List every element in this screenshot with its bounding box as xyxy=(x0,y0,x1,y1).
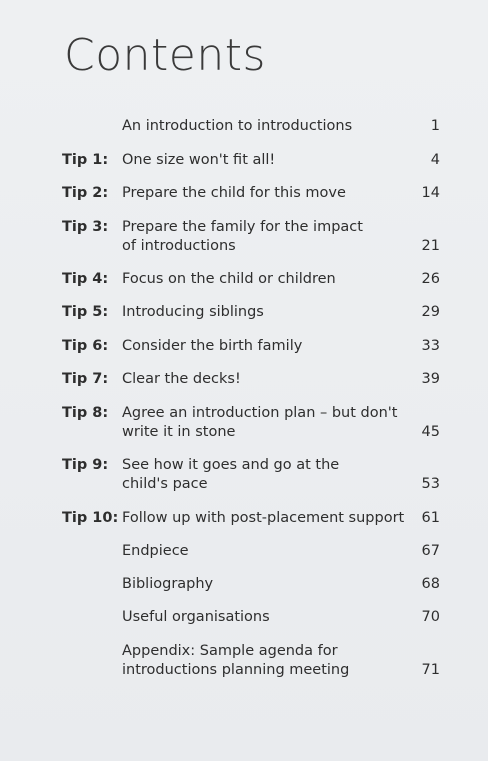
toc-entry xyxy=(0,404,488,442)
tip-label: Tip 3: xyxy=(62,219,109,235)
tip-label: Tip 5: xyxy=(62,304,109,320)
page-number: 4 xyxy=(430,152,440,168)
entry-title-line: An introduction to introductions xyxy=(122,118,353,134)
entry-title xyxy=(122,303,402,322)
toc-entry xyxy=(0,303,488,322)
tip-label: Tip 2: xyxy=(62,185,109,201)
toc-entry xyxy=(0,575,488,594)
entry-title xyxy=(122,337,402,356)
entry-title-line: Appendix: Sample agenda for xyxy=(122,643,338,659)
entry-title xyxy=(122,218,402,256)
entry-title-line: Follow up with post-placement support xyxy=(122,510,405,526)
entry-title xyxy=(122,542,402,561)
page-number: 70 xyxy=(421,609,440,625)
tip-label: Tip 9: xyxy=(62,457,109,473)
entry-title-line: Useful organisations xyxy=(122,609,270,625)
entry-title xyxy=(122,117,402,136)
toc-entry xyxy=(0,608,488,627)
page-number: 33 xyxy=(421,338,440,354)
entry-title xyxy=(122,370,402,389)
tip-label: Tip 8: xyxy=(62,405,109,421)
page-number: 26 xyxy=(421,271,440,287)
entry-title-line: Focus on the child or children xyxy=(122,271,336,287)
entry-title-line: Prepare the family for the impact xyxy=(122,219,363,235)
page-number: 67 xyxy=(421,543,440,559)
tip-label: Tip 1: xyxy=(62,152,109,168)
toc-entry xyxy=(0,509,488,528)
entry-title-line: Endpiece xyxy=(122,543,189,559)
entry-title-line: Introducing siblings xyxy=(122,304,264,320)
page-number: 71 xyxy=(421,662,440,678)
page-number: 14 xyxy=(421,185,440,201)
page-number: 68 xyxy=(421,576,440,592)
entry-title-line: Agree an introduction plan – but don't xyxy=(122,405,398,421)
entry-title-line: of introductions xyxy=(122,238,236,254)
tip-label: Tip 6: xyxy=(62,338,109,354)
tip-label: Tip 10: xyxy=(62,510,119,526)
tip-label: Tip 4: xyxy=(62,271,109,287)
entry-title xyxy=(122,151,402,170)
entry-title xyxy=(122,270,402,289)
toc-entry xyxy=(0,151,488,170)
page-number: 53 xyxy=(421,476,440,492)
page-number: 21 xyxy=(421,238,440,254)
tip-label: Tip 7: xyxy=(62,371,109,387)
toc-entry xyxy=(0,218,488,256)
page-number: 29 xyxy=(421,304,440,320)
entry-title-line: Clear the decks! xyxy=(122,371,241,387)
entry-title xyxy=(122,184,402,203)
entry-title xyxy=(122,456,402,494)
page-number: 1 xyxy=(430,118,440,134)
toc-entry xyxy=(0,337,488,356)
entry-title-line: child's pace xyxy=(122,476,208,492)
toc-entry xyxy=(0,456,488,494)
page-number: 45 xyxy=(421,424,440,440)
entry-title-line: Bibliography xyxy=(122,576,214,592)
entry-title xyxy=(122,404,402,442)
entry-title-line: See how it goes and go at the xyxy=(122,457,340,473)
page-number: 61 xyxy=(421,510,440,526)
entry-title-line: Consider the birth family xyxy=(122,338,303,354)
toc-entry xyxy=(0,642,488,680)
entry-title xyxy=(122,608,402,627)
toc-entry xyxy=(0,117,488,136)
toc-entry xyxy=(0,370,488,389)
entry-title-line: One size won't fit all! xyxy=(122,152,276,168)
entry-title-line: Prepare the child for this move xyxy=(122,185,346,201)
page-title: Contents xyxy=(64,30,266,81)
entry-title xyxy=(122,642,402,680)
toc-entry xyxy=(0,270,488,289)
toc-entry xyxy=(0,542,488,561)
toc-entry xyxy=(0,184,488,203)
entry-title-line: introductions planning meeting xyxy=(122,662,350,678)
entry-title-line: write it in stone xyxy=(122,424,236,440)
page-number: 39 xyxy=(421,371,440,387)
entry-title xyxy=(122,509,405,528)
entry-title xyxy=(122,575,402,594)
